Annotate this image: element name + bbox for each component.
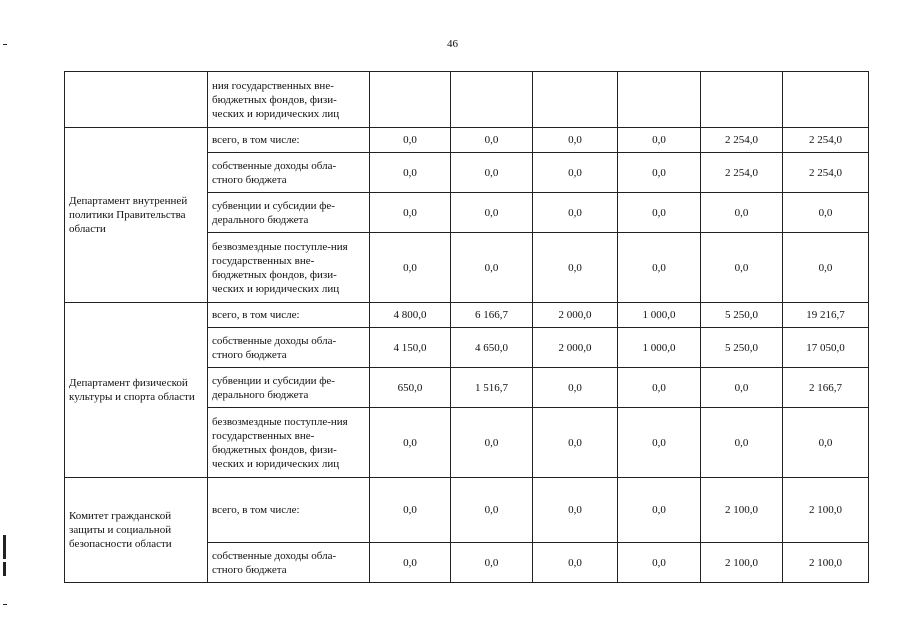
funding-source: собственные доходы обла-стного бюджета <box>208 543 370 583</box>
value-cell: 0,0 <box>533 128 618 153</box>
value-cell: 2 100,0 <box>783 543 869 583</box>
value-cell: 17 050,0 <box>783 328 869 368</box>
value-cell: 0,0 <box>783 193 869 233</box>
value-cell: 1 516,7 <box>451 368 533 408</box>
department-name: Департамент внутренней политики Правительства области <box>65 128 208 303</box>
value-cell: 0,0 <box>370 408 451 478</box>
value-cell: 0,0 <box>701 368 783 408</box>
value-cell: 0,0 <box>370 478 451 543</box>
value-cell <box>533 72 618 128</box>
value-cell: 650,0 <box>370 368 451 408</box>
value-cell: 0,0 <box>618 153 701 193</box>
table-row <box>65 72 869 128</box>
value-cell: 0,0 <box>701 408 783 478</box>
value-cell: 0,0 <box>618 128 701 153</box>
department-name: Департамент физической культуры и спорта области <box>65 303 208 478</box>
value-cell: 2 000,0 <box>533 303 618 328</box>
value-cell: 1 000,0 <box>618 328 701 368</box>
value-cell: 0,0 <box>783 233 869 303</box>
value-cell: 0,0 <box>451 408 533 478</box>
funding-source: собственные доходы обла-стного бюджета <box>208 328 370 368</box>
value-cell: 0,0 <box>533 153 618 193</box>
department-name: Комитет гражданской защиты и социальной безопасности области <box>65 478 208 583</box>
value-cell <box>618 72 701 128</box>
value-cell: 0,0 <box>533 233 618 303</box>
value-cell: 2 100,0 <box>701 478 783 543</box>
value-cell: 0,0 <box>533 368 618 408</box>
value-cell <box>701 72 783 128</box>
value-cell: 0,0 <box>533 408 618 478</box>
table-row <box>65 478 869 543</box>
value-cell: 0,0 <box>533 193 618 233</box>
funding-source: собственные доходы обла-стного бюджета <box>208 153 370 193</box>
value-cell: 0,0 <box>618 193 701 233</box>
value-cell: 0,0 <box>783 408 869 478</box>
value-cell: 5 250,0 <box>701 303 783 328</box>
value-cell: 2 000,0 <box>533 328 618 368</box>
funding-source: безвозмездные поступле-ния государственных вне-бюджетных фондов, физи-ческих и юридических лиц <box>208 233 370 303</box>
value-cell: 0,0 <box>451 233 533 303</box>
value-cell: 0,0 <box>451 543 533 583</box>
value-cell: 0,0 <box>618 543 701 583</box>
value-cell: 0,0 <box>451 478 533 543</box>
value-cell: 0,0 <box>370 233 451 303</box>
funding-source: субвенции и субсидии фе-дерального бюджета <box>208 368 370 408</box>
value-cell <box>370 72 451 128</box>
funding-source: всего, в том числе: <box>208 478 370 543</box>
value-cell: 0,0 <box>533 478 618 543</box>
value-cell: 2 166,7 <box>783 368 869 408</box>
value-cell: 6 166,7 <box>451 303 533 328</box>
value-cell: 0,0 <box>451 153 533 193</box>
value-cell: 0,0 <box>618 368 701 408</box>
funding-source: ния государственных вне-бюджетных фондов, физи-ческих и юридических лиц <box>208 72 370 128</box>
value-cell: 0,0 <box>370 128 451 153</box>
value-cell: 0,0 <box>701 193 783 233</box>
funding-source: субвенции и субсидии фе-дерального бюджета <box>208 193 370 233</box>
funding-source: всего, в том числе: <box>208 303 370 328</box>
value-cell: 0,0 <box>533 543 618 583</box>
value-cell: 2 254,0 <box>783 153 869 193</box>
budget-table <box>64 71 869 583</box>
value-cell: 2 254,0 <box>701 153 783 193</box>
value-cell: 2 100,0 <box>783 478 869 543</box>
value-cell: 2 254,0 <box>701 128 783 153</box>
department-name <box>65 72 208 128</box>
value-cell: 0,0 <box>618 233 701 303</box>
funding-source: всего, в том числе: <box>208 128 370 153</box>
value-cell: 0,0 <box>618 408 701 478</box>
value-cell: 4 650,0 <box>451 328 533 368</box>
value-cell: 0,0 <box>370 153 451 193</box>
value-cell <box>783 72 869 128</box>
table-row <box>65 303 869 328</box>
table-row <box>65 128 869 153</box>
value-cell: 0,0 <box>370 543 451 583</box>
funding-source: безвозмездные поступле-ния государственных вне-бюджетных фондов, физи-ческих и юридических лиц <box>208 408 370 478</box>
value-cell: 1 000,0 <box>618 303 701 328</box>
page-number: 46 <box>447 38 458 50</box>
value-cell: 19 216,7 <box>783 303 869 328</box>
value-cell: 2 254,0 <box>783 128 869 153</box>
value-cell: 0,0 <box>451 128 533 153</box>
value-cell: 0,0 <box>618 478 701 543</box>
value-cell: 4 150,0 <box>370 328 451 368</box>
value-cell: 0,0 <box>370 193 451 233</box>
value-cell: 2 100,0 <box>701 543 783 583</box>
value-cell <box>451 72 533 128</box>
value-cell: 5 250,0 <box>701 328 783 368</box>
value-cell: 0,0 <box>701 233 783 303</box>
value-cell: 0,0 <box>451 193 533 233</box>
value-cell: 4 800,0 <box>370 303 451 328</box>
